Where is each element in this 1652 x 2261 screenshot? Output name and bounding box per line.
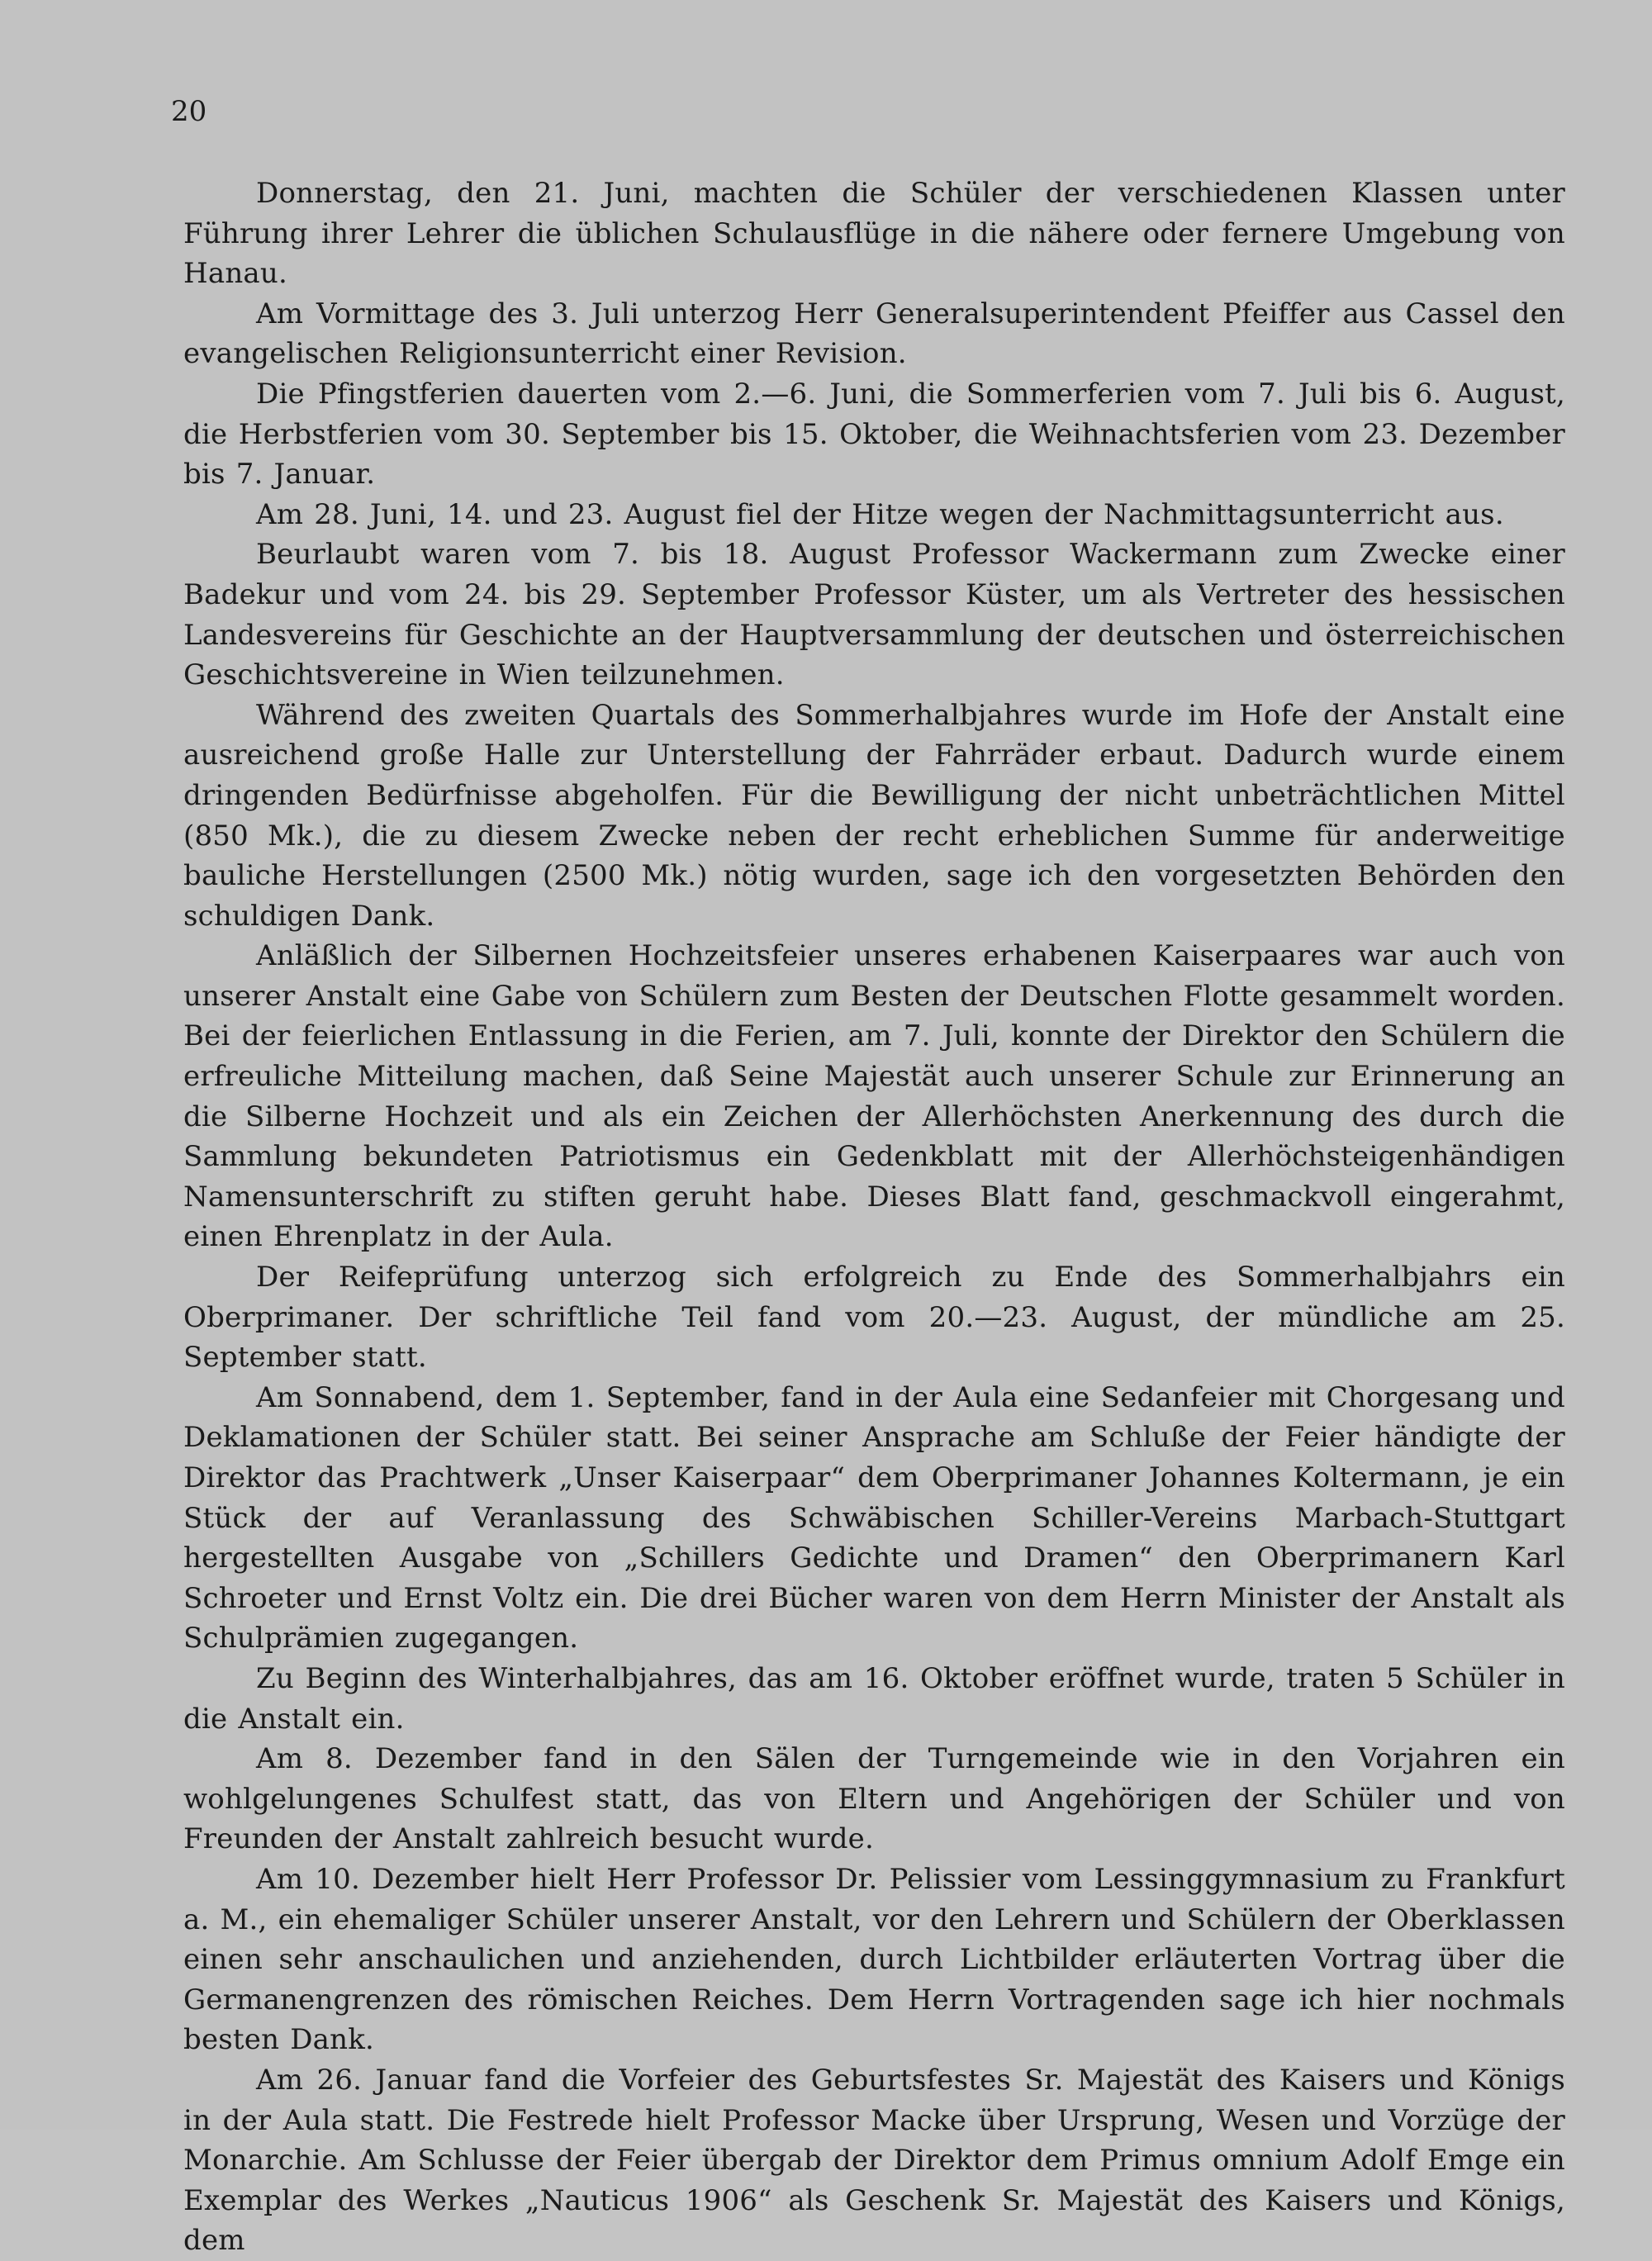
page-number: 20: [171, 95, 207, 128]
paragraph-holidays: Die Pfingstferien dauerten vom 2.—6. Juni, die Sommerferien vom 7. Juli bis 6. August, die Herbstferien vom 30. September bis 15. Oktober, die Weihnachtsferien vom 23. Dezember bis 7. Januar.: [183, 377, 1565, 492]
paragraph-sedan-celebration: Am Sonnabend, dem 1. September, fand in der Aula eine Sedanfeier mit Chorgesang und Deklamationen der Schüler statt. Bei seiner Ansprache am Schluße der Feier händigte der Direktor das Prachtwerk „Unser Kaiserpaar“ dem Oberprimaner Johannes Koltermann, je ein Stück der auf Veranlassung des Schwäbischen Schiller-Vereins Marbach-Stuttgart hergestellten Ausgabe von „Schillers Gedichte und Dramen“ den Oberprimanern Karl Schroeter und Ernst Voltz ein. Die drei Bücher waren von dem Herrn Minister der Anstalt als Schulprämien zugegangen.: [183, 1380, 1565, 1655]
paragraph-heat-cancellation: Am 28. Juni, 14. und 23. August fiel der Hitze wegen der Nachmittagsunterricht aus.: [256, 497, 1504, 531]
paragraph-school-festival: Am 8. Dezember fand in den Sälen der Turngemeinde wie in den Vorjahren ein wohlgelungenes Schulfest statt, das von Eltern und Angehörigen der Schüler und von Freunden der Anstalt zahlreich besucht wurde.: [183, 1742, 1565, 1856]
paragraph-winter-term: Zu Beginn des Winterhalbjahres, das am 16. Oktober eröffnet wurde, traten 5 Schüler in die Anstalt ein.: [183, 1661, 1565, 1736]
paragraph-silver-wedding: Anläßlich der Silbernen Hochzeitsfeier unseres erhabenen Kaiserpaares war auch von unserer Anstalt eine Gabe von Schülern zum Besten der Deutschen Flotte gesammelt worden. Bei der feierlichen Entlassung in die Ferien, am 7. Juli, konnte der Direktor den Schülern die erfreuliche Mitteilung machen, daß Seine Majestät auch unserer Schule zur Erinnerung an die Silberne Hochzeit und als ein Zeichen der Allerhöchsten Anerkennung des durch die Sammlung bekundeten Patriotismus ein Gedenkblatt mit der Allerhöchsteigenhändigen Namensunterschrift zu stiften geruht habe. Dieses Blatt fand, geschmackvoll eingerahmt, einen Ehrenplatz in der Aula.: [183, 939, 1565, 1254]
paragraph-school-excursions: Donnerstag, den 21. Juni, machten die Schüler der verschiedenen Klassen unter Führung ihrer Lehrer die üblichen Schulausflüge in die nähere oder fernere Umgebung von Hanau.: [183, 177, 1565, 291]
paragraph-final-exam: Der Reifeprüfung unterzog sich erfolgreich zu Ende des Sommerhalbjahrs ein Oberprimaner. Der schriftliche Teil fand vom 20.—23. August, der mündliche am 25. September statt.: [183, 1261, 1565, 1375]
paragraph-lecture: Am 10. Dezember hielt Herr Professor Dr. Pelissier vom Lessinggymnasium zu Frankfurt a. M., ein ehemaliger Schüler unserer Anstalt, vor den Lehrern und Schülern der Oberklassen einen sehr anschaulichen und anziehenden, durch Lichtbilder erläuterten Vortrag über die Germanengrenzen des römischen Reiches. Dem Herrn Vortragenden sage ich hier nochmals besten Dank.: [183, 1862, 1565, 2057]
paragraph-religion-revision: Am Vormittage des 3. Juli unterzog Herr Generalsuperintendent Pfeiffer aus Cassel den evangelischen Religionsunterricht einer Revision.: [183, 297, 1565, 371]
paragraph-emperor-birthday: Am 26. Januar fand die Vorfeier des Geburtsfestes Sr. Majestät des Kaisers und Königs in der Aula statt. Die Festrede hielt Professor Macke über Ursprung, Wesen und Vorzüge der Monarchie. Am Schlusse der Feier übergab der Direktor dem Primus omnium Adolf Emge ein Exemplar des Werkes „Nauticus 1906“ als Geschenk Sr. Majestät des Kaisers und Königs, dem: [183, 2063, 1565, 2258]
body-text: [183, 173, 1565, 2261]
paragraph-leave-of-absence: Beurlaubt waren vom 7. bis 18. August Professor Wackermann zum Zwecke einer Badekur und vom 24. bis 29. September Professor Küster, um als Vertreter des hessischen Landesvereins für Geschichte an der Hauptversammlung der deutschen und österreichischen Geschichtsvereine in Wien teilzunehmen.: [183, 538, 1565, 692]
paragraph-bicycle-hall: Während des zweiten Quartals des Sommerhalbjahres wurde im Hofe der Anstalt eine ausreichend große Halle zur Unterstellung der Fahrräder erbaut. Dadurch wurde einem dringenden Bedürfnisse abgeholfen. Für die Bewilligung der nicht unbeträchtlichen Mittel (850 Mk.), die zu diesem Zwecke neben der recht erheblichen Summe für anderweitige bauliche Herstellungen (2500 Mk.) nötig wurden, sage ich den vorgesetzten Behörden den schuldigen Dank.: [183, 698, 1565, 933]
